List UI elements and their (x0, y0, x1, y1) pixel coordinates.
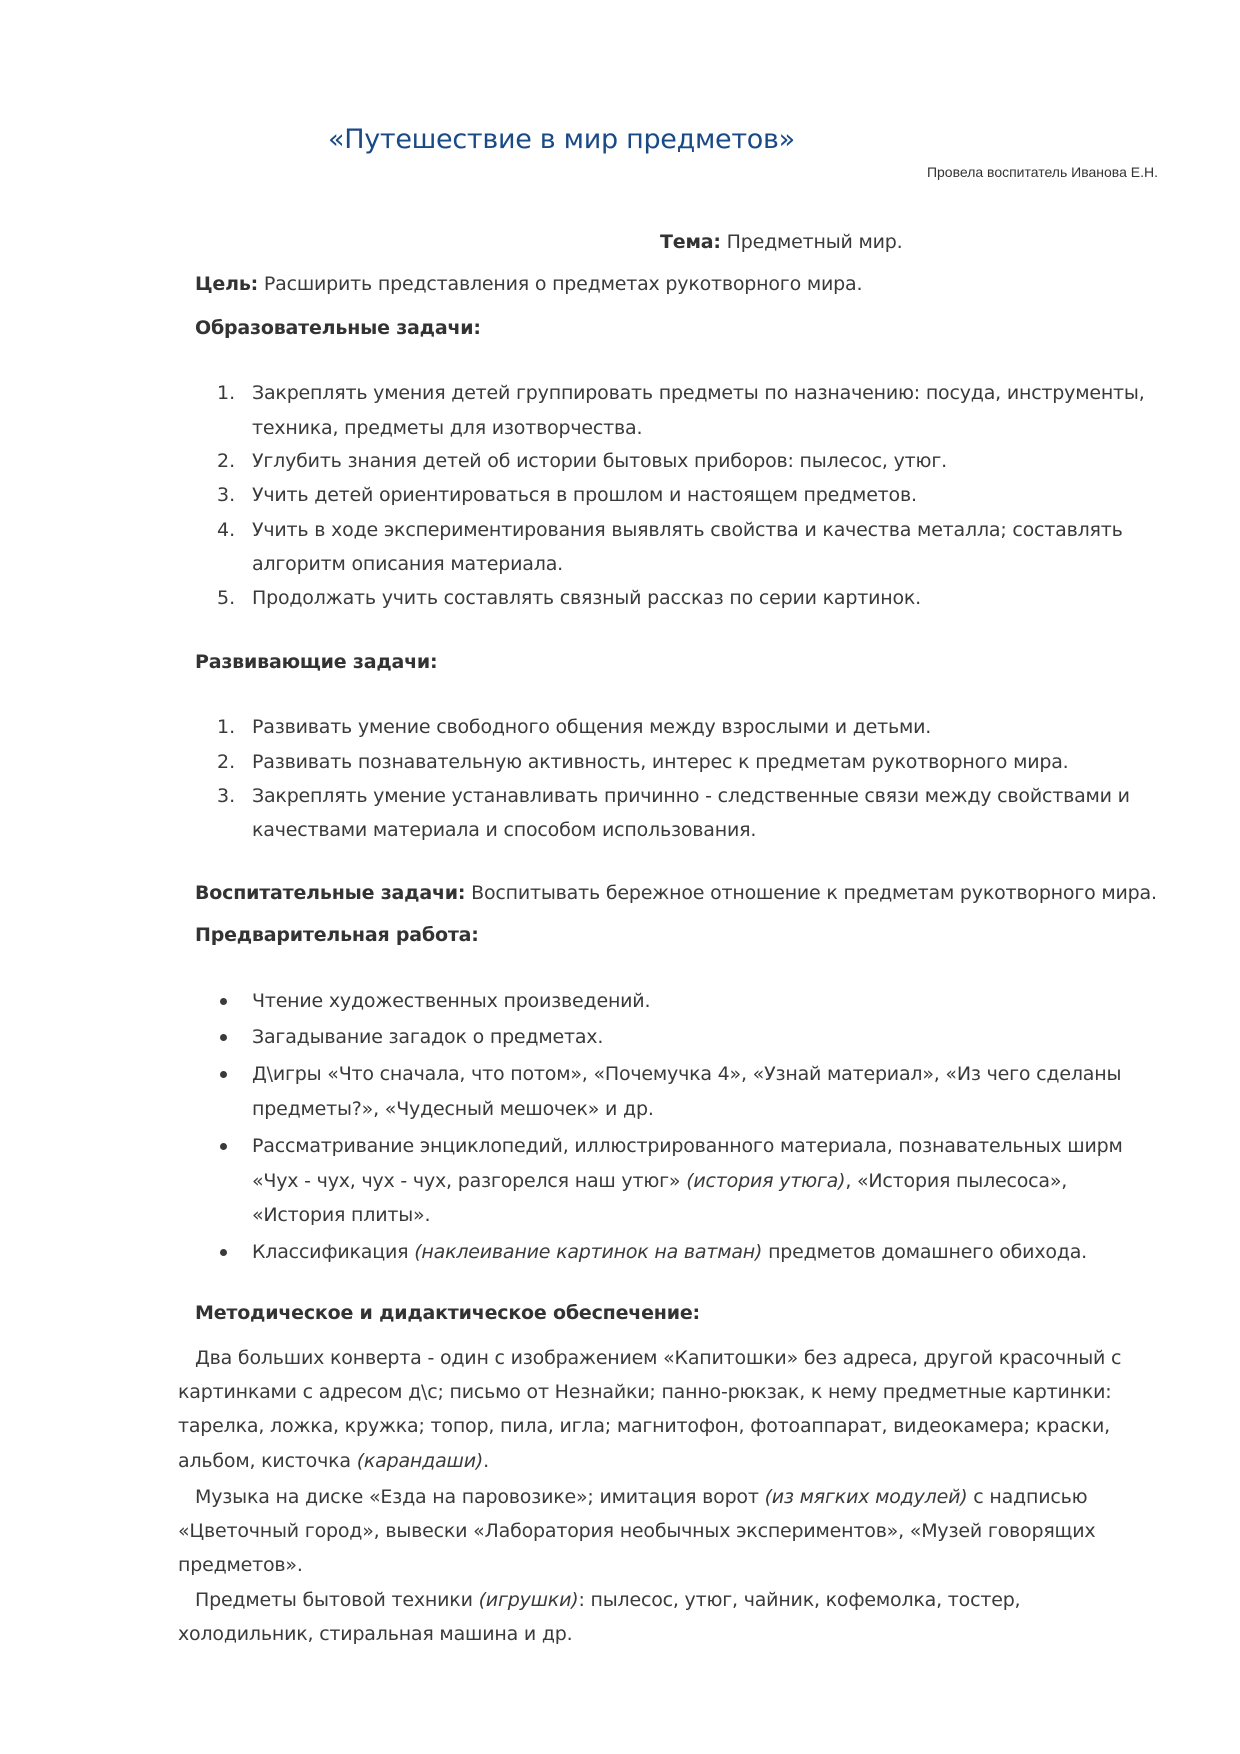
list-item-text: Учить в ходе экспериментирования выявлять свойства и качества металла; составлять (252, 519, 1123, 541)
text-run: альбом, кисточка (178, 1450, 357, 1472)
italic-run: (история утюга) (686, 1170, 846, 1192)
italic-run: (наклеивание картинок на ватман) (414, 1241, 763, 1263)
text-run: Музыка на диске «Езда на паровозике»; имитация ворот (195, 1486, 765, 1508)
list-item-text: предметы?», «Чудесный мешочек» и др. (252, 1098, 654, 1120)
paragraph-line (195, 1588, 1020, 1612)
paragraph-line: Два больших конверта - один с изображением «Капитошки» без адреса, другой красочный с (195, 1347, 1122, 1369)
list-number: 5. (217, 587, 236, 609)
text-run: «Чух - чух, чух - чух, разгорелся наш утюг» (252, 1170, 687, 1192)
theme-label: Тема: (660, 231, 721, 253)
list-item-text (252, 1240, 1087, 1264)
list-item-text: алгоритм описания материала. (252, 553, 563, 575)
preliminary-heading: Предварительная работа: (195, 924, 479, 946)
list-item-text: Д\игры «Что сначала, что потом», «Почемучка 4», «Узнай материал», «Из чего сделаны (252, 1063, 1122, 1085)
list-item-text: Продолжать учить составлять связный рассказ по серии картинок. (252, 587, 921, 609)
text-run: . (483, 1450, 489, 1472)
list-number: 2. (217, 751, 236, 773)
upbringing-line (195, 881, 1157, 905)
upbringing-label: Воспитательные задачи: (195, 882, 466, 904)
list-item-text: Учить детей ориентироваться в прошлом и настоящем предметов. (252, 484, 917, 506)
bullet-icon (220, 1071, 227, 1078)
list-item-text: Чтение художественных произведений. (252, 990, 651, 1012)
paragraph-line: холодильник, стиральная машина и др. (178, 1623, 573, 1645)
author-line: Провела воспитатель Иванова Е.Н. (926, 164, 1158, 180)
methodical-heading: Методическое и дидактическое обеспечение: (195, 1302, 700, 1324)
upbringing-value: Воспитывать бережное отношение к предметам рукотворного мира. (465, 882, 1157, 904)
text-run: предметов домашнего обихода. (762, 1241, 1088, 1263)
goal-label: Цель: (195, 273, 259, 295)
paragraph-line (178, 1449, 489, 1473)
theme-line (660, 230, 903, 254)
goal-line (195, 272, 862, 296)
list-item-text: качествами материала и способом использования. (252, 819, 757, 841)
document-title: «Путешествие в мир предметов» (328, 124, 795, 155)
list-number: 4. (217, 519, 236, 541)
developmental-heading: Развивающие задачи: (195, 651, 438, 673)
list-item-text: Углубить знания детей об истории бытовых приборов: пылесос, утюг. (252, 450, 947, 472)
italic-run: (игрушки) (478, 1589, 579, 1611)
text-run: , «История пылесоса», (845, 1170, 1068, 1192)
paragraph-line (195, 1485, 1087, 1509)
theme-value: Предметный мир. (720, 231, 903, 253)
list-item-text: техника, предметы для изотворчества. (252, 417, 643, 439)
list-number: 2. (217, 450, 236, 472)
educational-heading: Образовательные задачи: (195, 317, 481, 339)
list-item-text (252, 1169, 1067, 1193)
text-run: Предметы бытовой техники (195, 1589, 479, 1611)
list-number: 1. (217, 716, 236, 738)
text-run: с надписью (967, 1486, 1088, 1508)
list-number: 3. (217, 484, 236, 506)
list-item-text: Рассматривание энциклопедий, иллюстрированного материала, познавательных ширм (252, 1135, 1123, 1157)
goal-value: Расширить представления о предметах рукотворного мира. (258, 273, 863, 295)
list-item-text: Загадывание загадок о предметах. (252, 1026, 604, 1048)
list-item-text: Закреплять умение устанавливать причинно - следственные связи между свойствами и (252, 785, 1130, 807)
paragraph-line: тарелка, ложка, кружка; топор, пила, игла; магнитофон, фотоаппарат, видеокамера; краски, (178, 1415, 1110, 1437)
italic-run: (из мягких модулей) (764, 1486, 968, 1508)
paragraph-line: предметов». (178, 1554, 303, 1576)
text-run: : пылесос, утюг, чайник, кофемолка, тостер, (578, 1589, 1021, 1611)
paragraph-line: «Цветочный город», вывески «Лаборатория необычных экспериментов», «Музей говорящих (178, 1520, 1096, 1542)
italic-run: (карандаши) (356, 1450, 484, 1472)
list-item-text: Закреплять умения детей группировать предметы по назначению: посуда, инструменты, (252, 382, 1145, 404)
bullet-icon (220, 1143, 227, 1150)
list-number: 1. (217, 382, 236, 404)
bullet-icon (220, 998, 227, 1005)
list-item-text: Развивать умение свободного общения между взрослыми и детьми. (252, 716, 932, 738)
bullet-icon (220, 1034, 227, 1041)
paragraph-line: картинками с адресом д\с; письмо от Незнайки; панно-рюкзак, к нему предметные картинки: (178, 1381, 1112, 1403)
list-number: 3. (217, 785, 236, 807)
text-run: Классификация (252, 1241, 415, 1263)
bullet-icon (220, 1249, 227, 1256)
list-item-text: «История плиты». (252, 1204, 431, 1226)
list-item-text: Развивать познавательную активность, интерес к предметам рукотворного мира. (252, 751, 1069, 773)
